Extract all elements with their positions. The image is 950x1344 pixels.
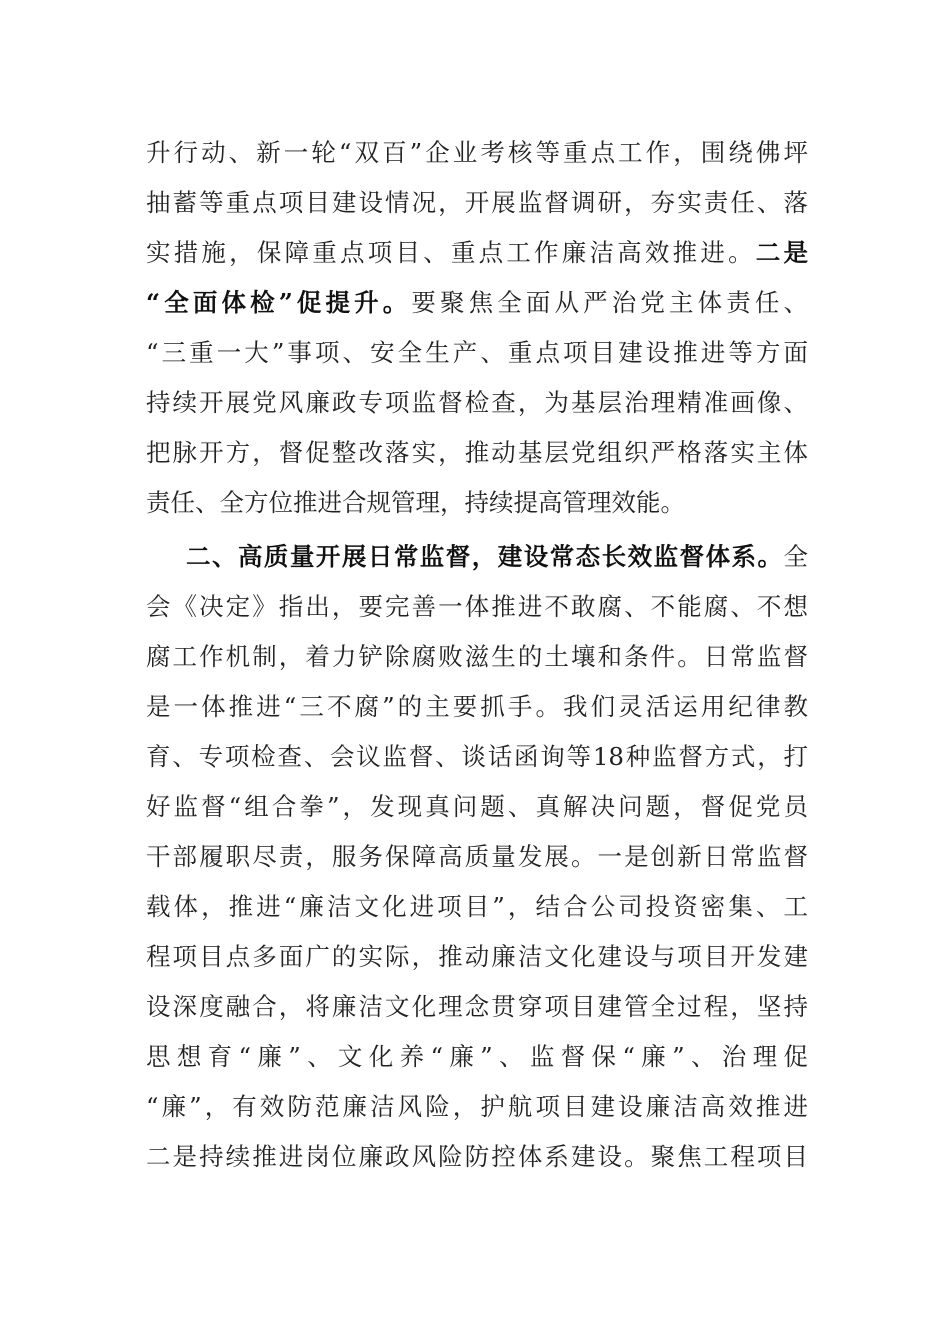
text-line: 干部履职尽责，服务保障高质量发展。一是创新日常监督 [146,842,808,871]
text-run: 实措施，保障重点项目、重点工作廉洁高效推进。 [146,238,756,267]
text-line: 二是持续推进岗位廉政风险防控体系建设。聚焦工程项目 [146,1142,808,1171]
text-run: 全 [783,542,808,571]
text-line: 设深度融合，将廉洁文化理念贯穿项目建管全过程，坚持 [146,992,808,1021]
text-line: 把脉开方，督促整改落实，推动基层党组织严格落实主体 [146,438,808,467]
text-line: 思想育“廉”、文化养“廉”、监督保“廉”、治理促 [146,1042,808,1071]
text-line: 责任、全方位推进合规管理，持续提高管理效能。 [146,488,685,517]
text-line: “廉”，有效防范廉洁风险，护航项目建设廉洁高效推进 [146,1092,808,1121]
text-line [146,532,808,582]
text-line: 育、专项检查、会议监督、谈话函询等18种监督方式，打 [146,742,808,771]
text-run: 要聚焦全面从严治党主体责任、 [411,288,809,317]
text-line [146,228,808,278]
text-line: 持续开展党风廉政专项监督检查，为基层治理精准画像、 [146,388,808,417]
text-line: 升行动、新一轮“双百”企业考核等重点工作，围绕佛坪 [146,138,808,167]
text-line: 好监督“组合拳”，发现真问题、真解决问题，督促党员 [146,792,808,821]
text-line [146,278,808,328]
section-two-paragraph [146,532,808,1182]
text-line: 程项目点多面广的实际，推动廉洁文化建设与项目开发建 [146,942,808,971]
text-line: 会《决定》指出，要完善一体推进不敢腐、不能腐、不想 [146,592,808,621]
text-line: 载体，推进“廉洁文化进项目”，结合公司投资密集、工 [146,892,808,921]
paragraph-continuation [146,128,808,528]
bold-run: “全面体检”促提升。 [146,288,412,317]
text-line: 抽蓄等重点项目建设情况，开展监督调研，夯实责任、落 [146,188,808,217]
section-heading: 二、高质量开展日常监督，建设常态长效监督体系。 [186,542,784,571]
text-line: “三重一大”事项、安全生产、重点项目建设推进等方面 [146,338,808,367]
text-line: 腐工作机制，着力铲除腐败滋生的土壤和条件。日常监督 [146,642,808,671]
bold-run: 二是 [755,238,808,267]
text-line: 是一体推进“三不腐”的主要抓手。我们灵活运用纪律教 [146,692,808,721]
